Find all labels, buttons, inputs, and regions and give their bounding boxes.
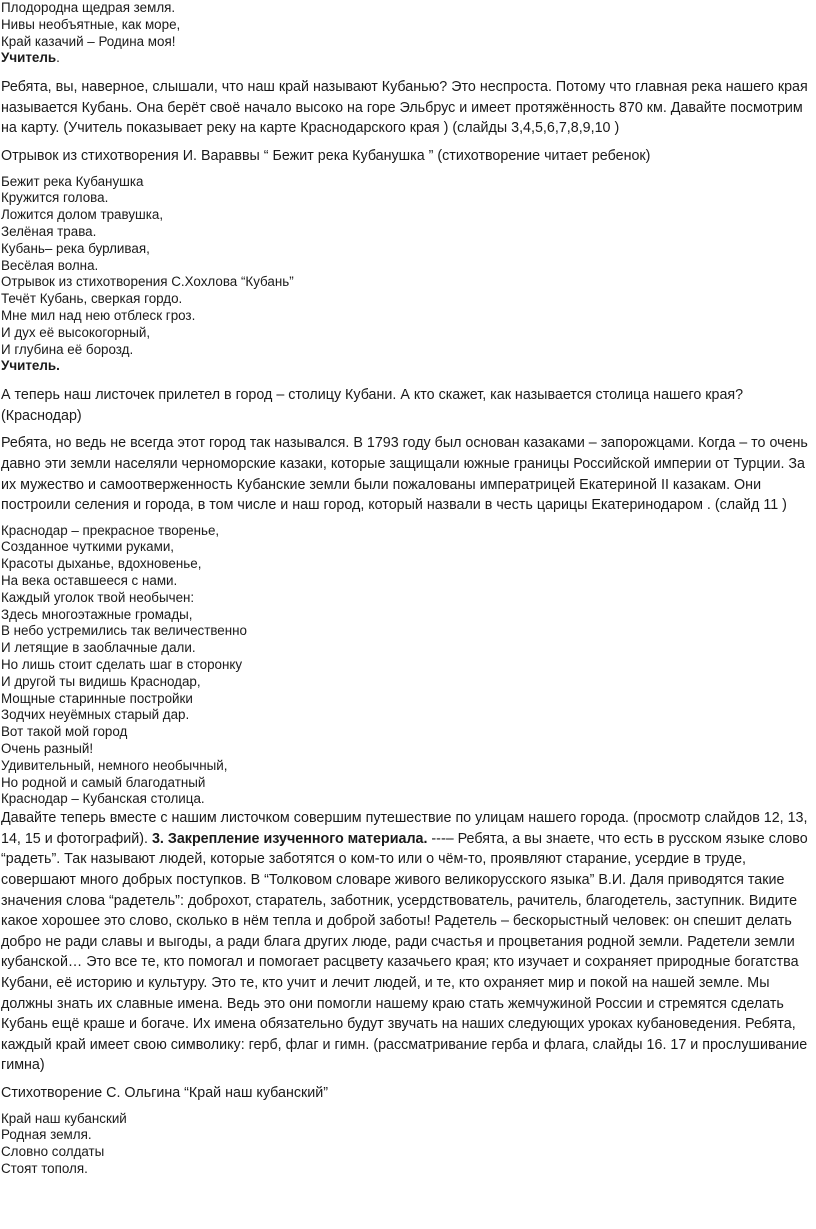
poem-line: Очень разный! <box>1 741 94 757</box>
poem-line: Удивительный, немного необычный, <box>1 757 228 773</box>
poem-line: Край казачий – Родина моя! <box>1 33 176 49</box>
poem-line: Родная земля. <box>1 1127 92 1143</box>
poem-line: Но родной и самый благодатный <box>1 774 206 790</box>
poem-line: Зелёная трава. <box>1 223 97 239</box>
poem-line: Мощные старинные постройки <box>1 690 193 706</box>
poem-line: Течёт Кубань, сверкая гордо. <box>1 291 183 307</box>
poem-line: Словно солдаты <box>1 1144 105 1160</box>
poem-kubanushka <box>1 174 810 376</box>
poem-line: И глубина её борозд. <box>1 341 134 357</box>
poem-line: Плодородна щедрая земля. <box>1 0 176 15</box>
poem-line: И летящие в заоблачные дали. <box>1 640 196 656</box>
poem-line: Вот такой мой город <box>1 724 128 740</box>
paragraph-city-history: Ребята, но ведь не всегда этот город так назывался. В 1793 году был основан казаками – запорожцами. Когда – то очень давно эти земли населяли черноморские казаки, которые защищали южные границы Российской империи от Турции. За их мужество и самоотверженность Кубанские земли были пожалованы императрицей Екатериной II казакам. Они построили селения и города, в том числе и наш город, который назвали в честь царицы Екатеринодаром . (слайд 11 ) <box>1 435 808 514</box>
paragraph-olgin-poem-intro: Стихотворение С. Ольгина “Край наш кубанский” <box>1 1084 328 1101</box>
paragraph-poem-intro: Отрывок из стихотворения И. Вараввы “ Бежит река Кубанушка ” (стихотворение читает ребенок) <box>1 147 651 164</box>
paragraph-raditel-body: ---– Ребята, а вы знаете, что есть в русском языке слово “радеть”. Так называют людей, которые заботятся о ком-то или о чём-то, проявляют старание, усердие в труде, совершают много добрых поступков. В “Толковом словаре живого великорусского языка” В.И. Даля приводятся такие значения слова “радетель”: доброхот, старатель, заботник, усердствователь, рачитель, благодетель, заступник. Видите какое хорошее это слово, сколько в нём тепла и доброй заботы! Радетель – бескорыстный человек: он спешит делать добро не ради славы и выгоды, а ради блага других люде, ради счастья и процветания родной земли. Радетели земли кубанской… Это все те, кто помогал и помогает расцвету казачьего края; кто изучает и сохраняет природные богатства Кубани, её историю и культуру. Это те, кто учит и лечит людей, и те, кто охраняет мир и покой на нашей земле. Мы должны знать их славные имена. Ведь это они помогли нашему краю стать жемчужиной России и стремятся сделать Кубань ещё краше и богаче. Их имена обязательно будут звучать на наших следующих уроках кубановедения. Ребята, каждый край имеет свою символику: герб, флаг и гимн. (рассматривание герба и флага, слайды 16. 17 и прослушивание гимна) <box>1 830 808 1074</box>
section-heading-consolidation: 3. Закрепление изученного материала. <box>151 830 428 847</box>
poem-line: Зодчих неуёмных старый дар. <box>1 707 190 723</box>
poem-line: Кружится голова. <box>1 190 109 206</box>
poem-line: Стоят тополя. <box>1 1160 88 1176</box>
intro-poem <box>1 0 810 67</box>
poem-line: Здесь многоэтажные громады, <box>1 606 193 622</box>
speaker-name: Учитель <box>1 50 57 66</box>
poem-line: Бежит река Кубанушка <box>1 173 144 189</box>
poem-line: Весёлая волна. <box>1 257 99 273</box>
poem-line: Отрывок из стихотворения С.Хохлова “Кубань” <box>1 274 294 290</box>
poem-line: Краснодар – прекрасное творенье, <box>1 522 220 538</box>
poem-line: Краснодар – Кубанская столица. <box>1 791 205 807</box>
poem-krai-kubanskiy <box>1 1111 810 1178</box>
poem-krasnodar <box>1 523 810 809</box>
poem-line: И другой ты видишь Краснодар, <box>1 673 201 689</box>
paragraph-raditel <box>1 808 810 1076</box>
poem-line: Край наш кубанский <box>1 1110 127 1126</box>
poem-line: В небо устремились так величественно <box>1 623 247 639</box>
speaker-label <box>1 50 810 67</box>
poem-line: Но лишь стоит сделать шаг в сторонку <box>1 657 243 673</box>
speaker-suffix: . <box>56 50 60 66</box>
poem-line: Каждый уголок твой необычен: <box>1 589 195 605</box>
paragraph-capital-question: А теперь наш листочек прилетел в город – столицу Кубани. А кто скажет, как называется столица нашего края? (Краснодар) <box>1 387 744 424</box>
paragraph-raditel-start: Давайте теперь вместе с нашим листочком совершим путешествие по улицам нашего города. (просмотр слайдов 12, 13, 14, 15 и фотографий). <box>1 810 808 847</box>
poem-line: Кубань– река бурливая, <box>1 240 150 256</box>
paragraph-kuban-river: Ребята, вы, наверное, слышали, что наш край называют Кубанью? Это неспроста. Потому что главная река нашего края называется Кубань. Она берёт своё начало высоко на горе Эльбрус и имеет протяжённость 870 км. Давайте посмотрим на карту. (Учитель показывает реку на карте Краснодарского края ) (слайды 3,4,5,6,7,8,9,10 ) <box>1 79 808 137</box>
poem-line: Ложится долом травушка, <box>1 207 164 223</box>
poem-line: Нивы необъятные, как море, <box>1 16 181 32</box>
poem-line: И дух её высокогорный, <box>1 324 151 340</box>
poem-line: Мне мил над нею отблеск гроз. <box>1 307 196 323</box>
poem-line: Созданное чуткими руками, <box>1 539 175 555</box>
poem-line: Красоты дыханье, вдохновенье, <box>1 556 202 572</box>
poem-line: На века оставшееся с нами. <box>1 573 178 589</box>
speaker-label: Учитель. <box>1 358 60 374</box>
